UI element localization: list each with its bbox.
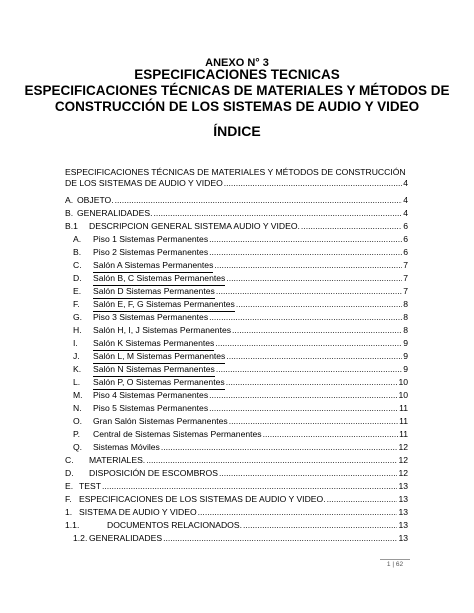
toc-entry-page: 6 bbox=[403, 247, 408, 257]
dot-leader bbox=[243, 519, 397, 532]
toc-entry-number: J. bbox=[73, 351, 80, 361]
dot-leader bbox=[209, 389, 397, 402]
toc-entry-page: 8 bbox=[403, 312, 408, 322]
toc-entry-number: B. bbox=[73, 247, 82, 257]
dot-leader bbox=[209, 402, 398, 415]
dot-leader bbox=[226, 350, 402, 363]
toc-entry-page: 11 bbox=[399, 429, 408, 439]
toc-entry-title: GENERALIDADES bbox=[89, 533, 163, 543]
toc-entry[interactable] bbox=[65, 337, 408, 350]
toc-entry-number: K. bbox=[73, 364, 82, 374]
dot-leader bbox=[226, 376, 398, 389]
annex-number: ANEXO N° 3 bbox=[205, 57, 269, 69]
toc-entry-page: 12 bbox=[398, 468, 408, 478]
toc-entry-title: Piso 2 Sistemas Permanentes bbox=[93, 247, 209, 257]
dot-leader bbox=[115, 194, 403, 207]
toc-entry-number: 1.1. bbox=[65, 520, 80, 530]
dot-leader bbox=[209, 233, 402, 246]
toc-entry-number: B.1 bbox=[65, 221, 78, 231]
toc-entry-title: Salón E, F, G Sistemas Permanentes bbox=[93, 298, 235, 312]
toc-entry-title: Salón A Sistemas Permanentes bbox=[93, 259, 213, 273]
toc-entry-page: 13 bbox=[398, 494, 408, 504]
toc-entry-title: Central de Sistemas Sistemas Permanentes bbox=[93, 429, 262, 439]
toc-entry-number: M. bbox=[73, 390, 83, 400]
toc-entry[interactable] bbox=[65, 324, 408, 337]
toc-entry-number: H. bbox=[73, 325, 82, 335]
toc-entry-number: C. bbox=[73, 260, 82, 270]
toc-entry-page: 8 bbox=[403, 325, 408, 335]
toc-entry-title: Piso 3 Sistemas Permanentes bbox=[93, 312, 209, 322]
toc-entry-number: F. bbox=[73, 299, 80, 309]
toc-entry-page: 7 bbox=[403, 286, 408, 296]
toc-entry[interactable] bbox=[65, 220, 408, 233]
toc-entry[interactable] bbox=[65, 350, 408, 363]
dot-leader bbox=[163, 532, 397, 545]
toc-entry-title: Salón K Sistemas Permanentes bbox=[93, 337, 214, 351]
toc-entry[interactable] bbox=[65, 363, 408, 376]
toc-entry-number: N. bbox=[73, 403, 82, 413]
toc-entry-page: 8 bbox=[403, 299, 408, 309]
toc-entry-page: 6 bbox=[403, 221, 408, 231]
dot-leader bbox=[216, 285, 402, 298]
toc-entry[interactable] bbox=[65, 259, 408, 272]
toc-entry[interactable] bbox=[65, 233, 408, 246]
dot-leader bbox=[327, 493, 398, 506]
toc-entry-number: Q. bbox=[73, 442, 83, 452]
page-number: 1 | 62 bbox=[386, 561, 404, 568]
title-line: ESPECIFICACIONES TECNICAS bbox=[134, 67, 340, 82]
toc-entry-page: 9 bbox=[403, 364, 408, 374]
dot-leader bbox=[215, 337, 402, 350]
toc-entry-title: DISPOSICIÓN DE ESCOMBROS bbox=[89, 468, 218, 478]
toc-entry-number: 1.2. bbox=[73, 533, 88, 543]
toc-entry-number: D. bbox=[65, 468, 74, 478]
dot-leader bbox=[161, 441, 398, 454]
dot-leader bbox=[229, 415, 398, 428]
toc-entry[interactable] bbox=[65, 376, 408, 389]
toc-entry-main[interactable] bbox=[65, 167, 408, 189]
toc-entry-title: DOCUMENTOS RELACIONADOS. bbox=[107, 520, 242, 530]
toc-entry-title: Salón L, M Sistemas Permanentes bbox=[93, 350, 225, 364]
dot-leader bbox=[209, 246, 402, 259]
toc-entry-page: 4 bbox=[403, 208, 408, 218]
toc-entry-number: G. bbox=[73, 312, 83, 322]
toc-entry-number: D. bbox=[73, 273, 82, 283]
toc-entry-page: 9 bbox=[403, 338, 408, 348]
toc-entry-page: 4 bbox=[403, 195, 408, 205]
dot-leader bbox=[153, 207, 402, 220]
toc-entry-number: C. bbox=[65, 455, 74, 465]
toc-entry-number: E. bbox=[65, 481, 74, 491]
toc-entry-page: 7 bbox=[403, 273, 408, 283]
dot-leader bbox=[198, 506, 398, 519]
dot-leader bbox=[301, 220, 402, 233]
toc-entry-title: Salón H, I, J Sistemas Permanentes bbox=[93, 325, 232, 335]
toc-entry[interactable] bbox=[65, 493, 408, 506]
dot-leader bbox=[146, 454, 397, 467]
toc-entry[interactable] bbox=[65, 480, 408, 493]
dot-leader bbox=[214, 259, 402, 272]
toc-entry[interactable] bbox=[65, 415, 408, 428]
toc-entry-number: A. bbox=[65, 195, 74, 205]
toc-entry[interactable] bbox=[65, 311, 408, 324]
toc-entry[interactable] bbox=[65, 207, 408, 220]
toc-entry[interactable] bbox=[65, 285, 408, 298]
toc-entry-page: 10 bbox=[398, 377, 408, 387]
toc-entry[interactable] bbox=[65, 402, 408, 415]
dot-leader bbox=[216, 363, 402, 376]
toc-entry-title-line: ESPECIFICACIONES TÉCNICAS DE MATERIALES Y MÉTODOS DE CONSTRUCCIÓN bbox=[65, 167, 406, 177]
toc-entry-number: F. bbox=[65, 494, 72, 504]
toc-entry[interactable] bbox=[65, 532, 408, 545]
toc-entry-title: Salón N Sistemas Permanentes bbox=[93, 363, 215, 377]
toc-entry-page: 13 bbox=[398, 533, 408, 543]
toc-entry-page: 12 bbox=[398, 442, 408, 452]
toc-entry-title: GENERALIDADES. bbox=[77, 208, 153, 218]
toc-entry-page: 6 bbox=[403, 234, 408, 244]
toc-entry-title: DESCRIPCION GENERAL SISTEMA AUDIO Y VIDEO. bbox=[89, 221, 300, 231]
toc-entry-page: 13 bbox=[398, 481, 408, 491]
footer-divider bbox=[380, 559, 410, 560]
toc-entry-title: Piso 4 Sistemas Permanentes bbox=[93, 390, 209, 400]
toc-entry-title: MATERIALES. bbox=[89, 455, 146, 465]
toc-entry-title: Salón D Sistemas Permanentes bbox=[93, 285, 215, 299]
toc-entry-title-line: DE LOS SISTEMAS DE AUDIO Y VIDEO bbox=[65, 178, 223, 188]
document-title bbox=[0, 67, 474, 115]
toc-entry-page: 12 bbox=[398, 455, 408, 465]
toc-entry-page: 11 bbox=[399, 416, 408, 426]
toc-entry[interactable] bbox=[65, 298, 408, 311]
toc-entry-number: 1. bbox=[65, 507, 73, 517]
table-of-contents bbox=[65, 194, 408, 545]
toc-entry[interactable] bbox=[65, 441, 408, 454]
dot-leader bbox=[209, 311, 402, 324]
title-line: ESPECIFICACIONES TÉCNICAS DE MATERIALES Y MÉTODOS DE bbox=[24, 83, 450, 98]
toc-entry[interactable] bbox=[65, 519, 408, 532]
toc-entry-page: 10 bbox=[398, 390, 408, 400]
toc-entry-title: Salón P, O Sistemas Permanentes bbox=[93, 376, 225, 390]
dot-leader bbox=[224, 178, 402, 189]
title-line: CONSTRUCCIÓN DE LOS SISTEMAS DE AUDIO Y VIDEO bbox=[54, 99, 420, 114]
index-heading: ÍNDICE bbox=[213, 123, 261, 139]
dot-leader bbox=[226, 272, 402, 285]
toc-entry[interactable] bbox=[65, 454, 408, 467]
toc-entry-page: 13 bbox=[398, 507, 408, 517]
toc-entry-title: Salón B, C Sistemas Permanentes bbox=[93, 272, 225, 286]
dot-leader bbox=[219, 467, 398, 480]
toc-entry-title: Gran Salón Sistemas Permanentes bbox=[93, 416, 228, 426]
dot-leader bbox=[236, 298, 402, 311]
toc-entry-number: P. bbox=[73, 429, 81, 439]
toc-entry-page: 7 bbox=[403, 260, 408, 270]
toc-entry[interactable] bbox=[65, 506, 408, 519]
toc-entry-title: SISTEMA DE AUDIO Y VIDEO bbox=[79, 507, 197, 517]
toc-entry[interactable] bbox=[65, 467, 408, 480]
toc-entry-page: 4 bbox=[403, 178, 408, 188]
toc-entry-page: 13 bbox=[398, 520, 408, 530]
toc-entry-title: ESPECIFICACIONES DE LOS SISTEMAS DE AUDIO Y VIDEO. bbox=[79, 494, 326, 504]
toc-entry[interactable] bbox=[65, 194, 408, 207]
toc-entry[interactable] bbox=[65, 272, 408, 285]
toc-entry-page: 11 bbox=[399, 403, 408, 413]
toc-entry-title: Piso 5 Sistemas Permanentes bbox=[93, 403, 209, 413]
toc-entry-title: OBJETO. bbox=[77, 195, 114, 205]
toc-entry-page: 9 bbox=[403, 351, 408, 361]
toc-entry-title: Sistemas Móviles bbox=[93, 442, 160, 452]
toc-entry-number: O. bbox=[73, 416, 83, 426]
toc-entry[interactable] bbox=[65, 389, 408, 402]
toc-entry[interactable] bbox=[65, 246, 408, 259]
toc-entry-number: A. bbox=[73, 234, 82, 244]
toc-entry-number: I. bbox=[73, 338, 78, 348]
toc-entry-title: Piso 1 Sistemas Permanentes bbox=[93, 234, 209, 244]
toc-entry-title: TEST bbox=[79, 481, 101, 491]
toc-entry-number: L. bbox=[73, 377, 81, 387]
dot-leader bbox=[232, 324, 402, 337]
toc-entry-number: E. bbox=[73, 286, 82, 296]
dot-leader bbox=[263, 428, 398, 441]
dot-leader bbox=[102, 480, 397, 493]
toc-entry[interactable] bbox=[65, 428, 408, 441]
toc-entry-number: B. bbox=[65, 208, 74, 218]
